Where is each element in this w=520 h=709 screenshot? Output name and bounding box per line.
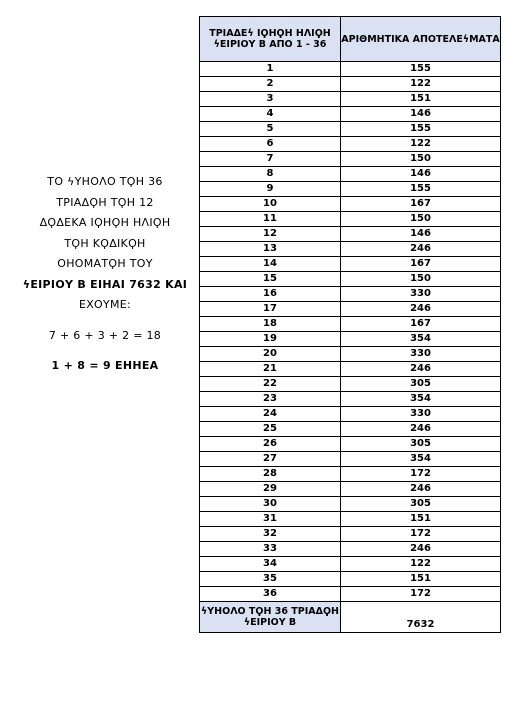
table-row (200, 317, 501, 332)
result-value-cell: 122 (341, 557, 501, 572)
result-value-cell: 172 (341, 587, 501, 602)
result-value-cell: 330 (341, 407, 501, 422)
triad-number-cell: 14 (200, 257, 341, 272)
table-row (200, 107, 501, 122)
result-value-cell: 122 (341, 137, 501, 152)
result-value-cell: 172 (341, 527, 501, 542)
triad-number-cell: 11 (200, 212, 341, 227)
triad-number-cell: 26 (200, 437, 341, 452)
result-value-cell: 150 (341, 152, 501, 167)
table-row (200, 182, 501, 197)
triad-number-cell: 12 (200, 227, 341, 242)
table-row (200, 287, 501, 302)
table-row (200, 542, 501, 557)
table-row (200, 122, 501, 137)
triad-number-cell: 32 (200, 527, 341, 542)
table-row (200, 572, 501, 587)
triad-number-cell: 6 (200, 137, 341, 152)
explanation-line: ϟΕΙΡΙΟΥ Β ΕΙΗΑΙ 7632 ΚΑΙ (22, 277, 188, 291)
table-row (200, 227, 501, 242)
triad-number-cell: 15 (200, 272, 341, 287)
result-value-cell: 150 (341, 272, 501, 287)
table-row (200, 407, 501, 422)
table-row (200, 197, 501, 212)
table-row (200, 362, 501, 377)
table-row (200, 167, 501, 182)
footer-label: ϟΥΗΟΛΟ ΤϘΗ 36 ΤΡΙΑΔϘΗ ϟΕΙΡΙΟΥ Β (200, 602, 341, 633)
result-value-cell: 305 (341, 497, 501, 512)
table-row (200, 212, 501, 227)
triad-number-cell: 24 (200, 407, 341, 422)
triad-number-cell: 7 (200, 152, 341, 167)
result-value-cell: 246 (341, 242, 501, 257)
reduction-equation: 1 + 8 = 9 ΕΗΗΕΑ (51, 359, 159, 372)
triad-number-cell: 27 (200, 452, 341, 467)
table-row (200, 137, 501, 152)
result-value-cell: 146 (341, 167, 501, 182)
table-row (200, 512, 501, 527)
result-value-cell: 305 (341, 437, 501, 452)
result-value-cell: 167 (341, 257, 501, 272)
explanation-line: ΟΗΟΜΑΤϘΗ ΤΟΥ (57, 257, 153, 270)
result-value-cell: 155 (341, 62, 501, 77)
table-row (200, 152, 501, 167)
explanation-line: ΔϘΔΕΚΑ ΙϘΗϘΗ ΗΛΙϘΗ (39, 216, 171, 229)
triad-number-cell: 31 (200, 512, 341, 527)
table-row (200, 527, 501, 542)
table-row (200, 77, 501, 92)
triad-number-cell: 2 (200, 77, 341, 92)
result-value-cell: 151 (341, 92, 501, 107)
result-value-cell: 246 (341, 542, 501, 557)
result-value-cell: 151 (341, 512, 501, 527)
triad-number-cell: 23 (200, 392, 341, 407)
table-row (200, 302, 501, 317)
triad-number-cell: 20 (200, 347, 341, 362)
table-row (200, 482, 501, 497)
table-row (200, 347, 501, 362)
result-value-cell: 155 (341, 122, 501, 137)
table-row (200, 452, 501, 467)
result-value-cell: 354 (341, 332, 501, 347)
result-value-cell: 146 (341, 227, 501, 242)
result-value-cell: 246 (341, 422, 501, 437)
triad-number-cell: 21 (200, 362, 341, 377)
triad-number-cell: 3 (200, 92, 341, 107)
triad-number-cell: 17 (200, 302, 341, 317)
explanation-line: ΤΡΙΑΔϘΗ ΤϘΗ 12 (56, 195, 154, 209)
table-row (200, 497, 501, 512)
table-row (200, 587, 501, 602)
triad-number-cell: 13 (200, 242, 341, 257)
triad-number-cell: 9 (200, 182, 341, 197)
table-row (200, 92, 501, 107)
result-value-cell: 246 (341, 362, 501, 377)
footer-total: 7632 (341, 602, 501, 633)
result-value-cell: 151 (341, 572, 501, 587)
triad-number-cell: 5 (200, 122, 341, 137)
result-value-cell: 150 (341, 212, 501, 227)
table-row (200, 422, 501, 437)
explanation-line: ΤΟ ϟΥΗΟΛΟ ΤϘΗ 36 (47, 175, 163, 188)
header-results: ΑΡΙΘΜΗΤΙΚΑ ΑΠΟΤΕΛΕϟΜΑΤΑ (341, 17, 501, 62)
result-value-cell: 354 (341, 452, 501, 467)
triad-number-cell: 22 (200, 377, 341, 392)
triad-number-cell: 25 (200, 422, 341, 437)
triad-number-cell: 19 (200, 332, 341, 347)
table-body (200, 62, 501, 602)
result-value-cell: 305 (341, 377, 501, 392)
result-value-cell: 172 (341, 467, 501, 482)
result-value-cell: 155 (341, 182, 501, 197)
triad-number-cell: 10 (200, 197, 341, 212)
sum-equation: 7 + 6 + 3 + 2 = 18 (48, 328, 162, 342)
triad-number-cell: 29 (200, 482, 341, 497)
table-row (200, 557, 501, 572)
triad-number-cell: 1 (200, 62, 341, 77)
table-row (200, 437, 501, 452)
result-value-cell: 354 (341, 392, 501, 407)
triad-number-cell: 30 (200, 497, 341, 512)
triad-number-cell: 18 (200, 317, 341, 332)
table-row (200, 242, 501, 257)
table-row (200, 272, 501, 287)
triad-number-cell: 4 (200, 107, 341, 122)
triad-number-cell: 33 (200, 542, 341, 557)
triad-number-cell: 34 (200, 557, 341, 572)
table-row (200, 377, 501, 392)
explanation-line: ΕΧΟΥΜΕ: (78, 298, 132, 311)
table-footer-row (200, 602, 501, 633)
header-triads: ΤΡΙΑΔΕϟ ΙϘΗϘΗ ΗΛΙϘΗ ϟΕΙΡΙΟΥ Β ΑΠΟ 1 - 36 (200, 17, 341, 62)
table-row (200, 332, 501, 347)
table-row (200, 62, 501, 77)
table-row (200, 257, 501, 272)
triad-number-cell: 35 (200, 572, 341, 587)
triad-number-cell: 8 (200, 167, 341, 182)
triad-number-cell: 28 (200, 467, 341, 482)
result-value-cell: 330 (341, 287, 501, 302)
result-value-cell: 246 (341, 302, 501, 317)
result-value-cell: 122 (341, 77, 501, 92)
result-value-cell: 330 (341, 347, 501, 362)
table-row (200, 392, 501, 407)
result-value-cell: 167 (341, 317, 501, 332)
table-header-row (200, 17, 501, 62)
explanation-text (0, 172, 210, 377)
triad-number-cell: 16 (200, 287, 341, 302)
triad-number-cell: 36 (200, 587, 341, 602)
result-value-cell: 146 (341, 107, 501, 122)
result-value-cell: 167 (341, 197, 501, 212)
explanation-line: ΤϘΗ ΚϘΔΙΚϘΗ (64, 236, 146, 250)
results-table (199, 16, 501, 633)
table-row (200, 467, 501, 482)
result-value-cell: 246 (341, 482, 501, 497)
